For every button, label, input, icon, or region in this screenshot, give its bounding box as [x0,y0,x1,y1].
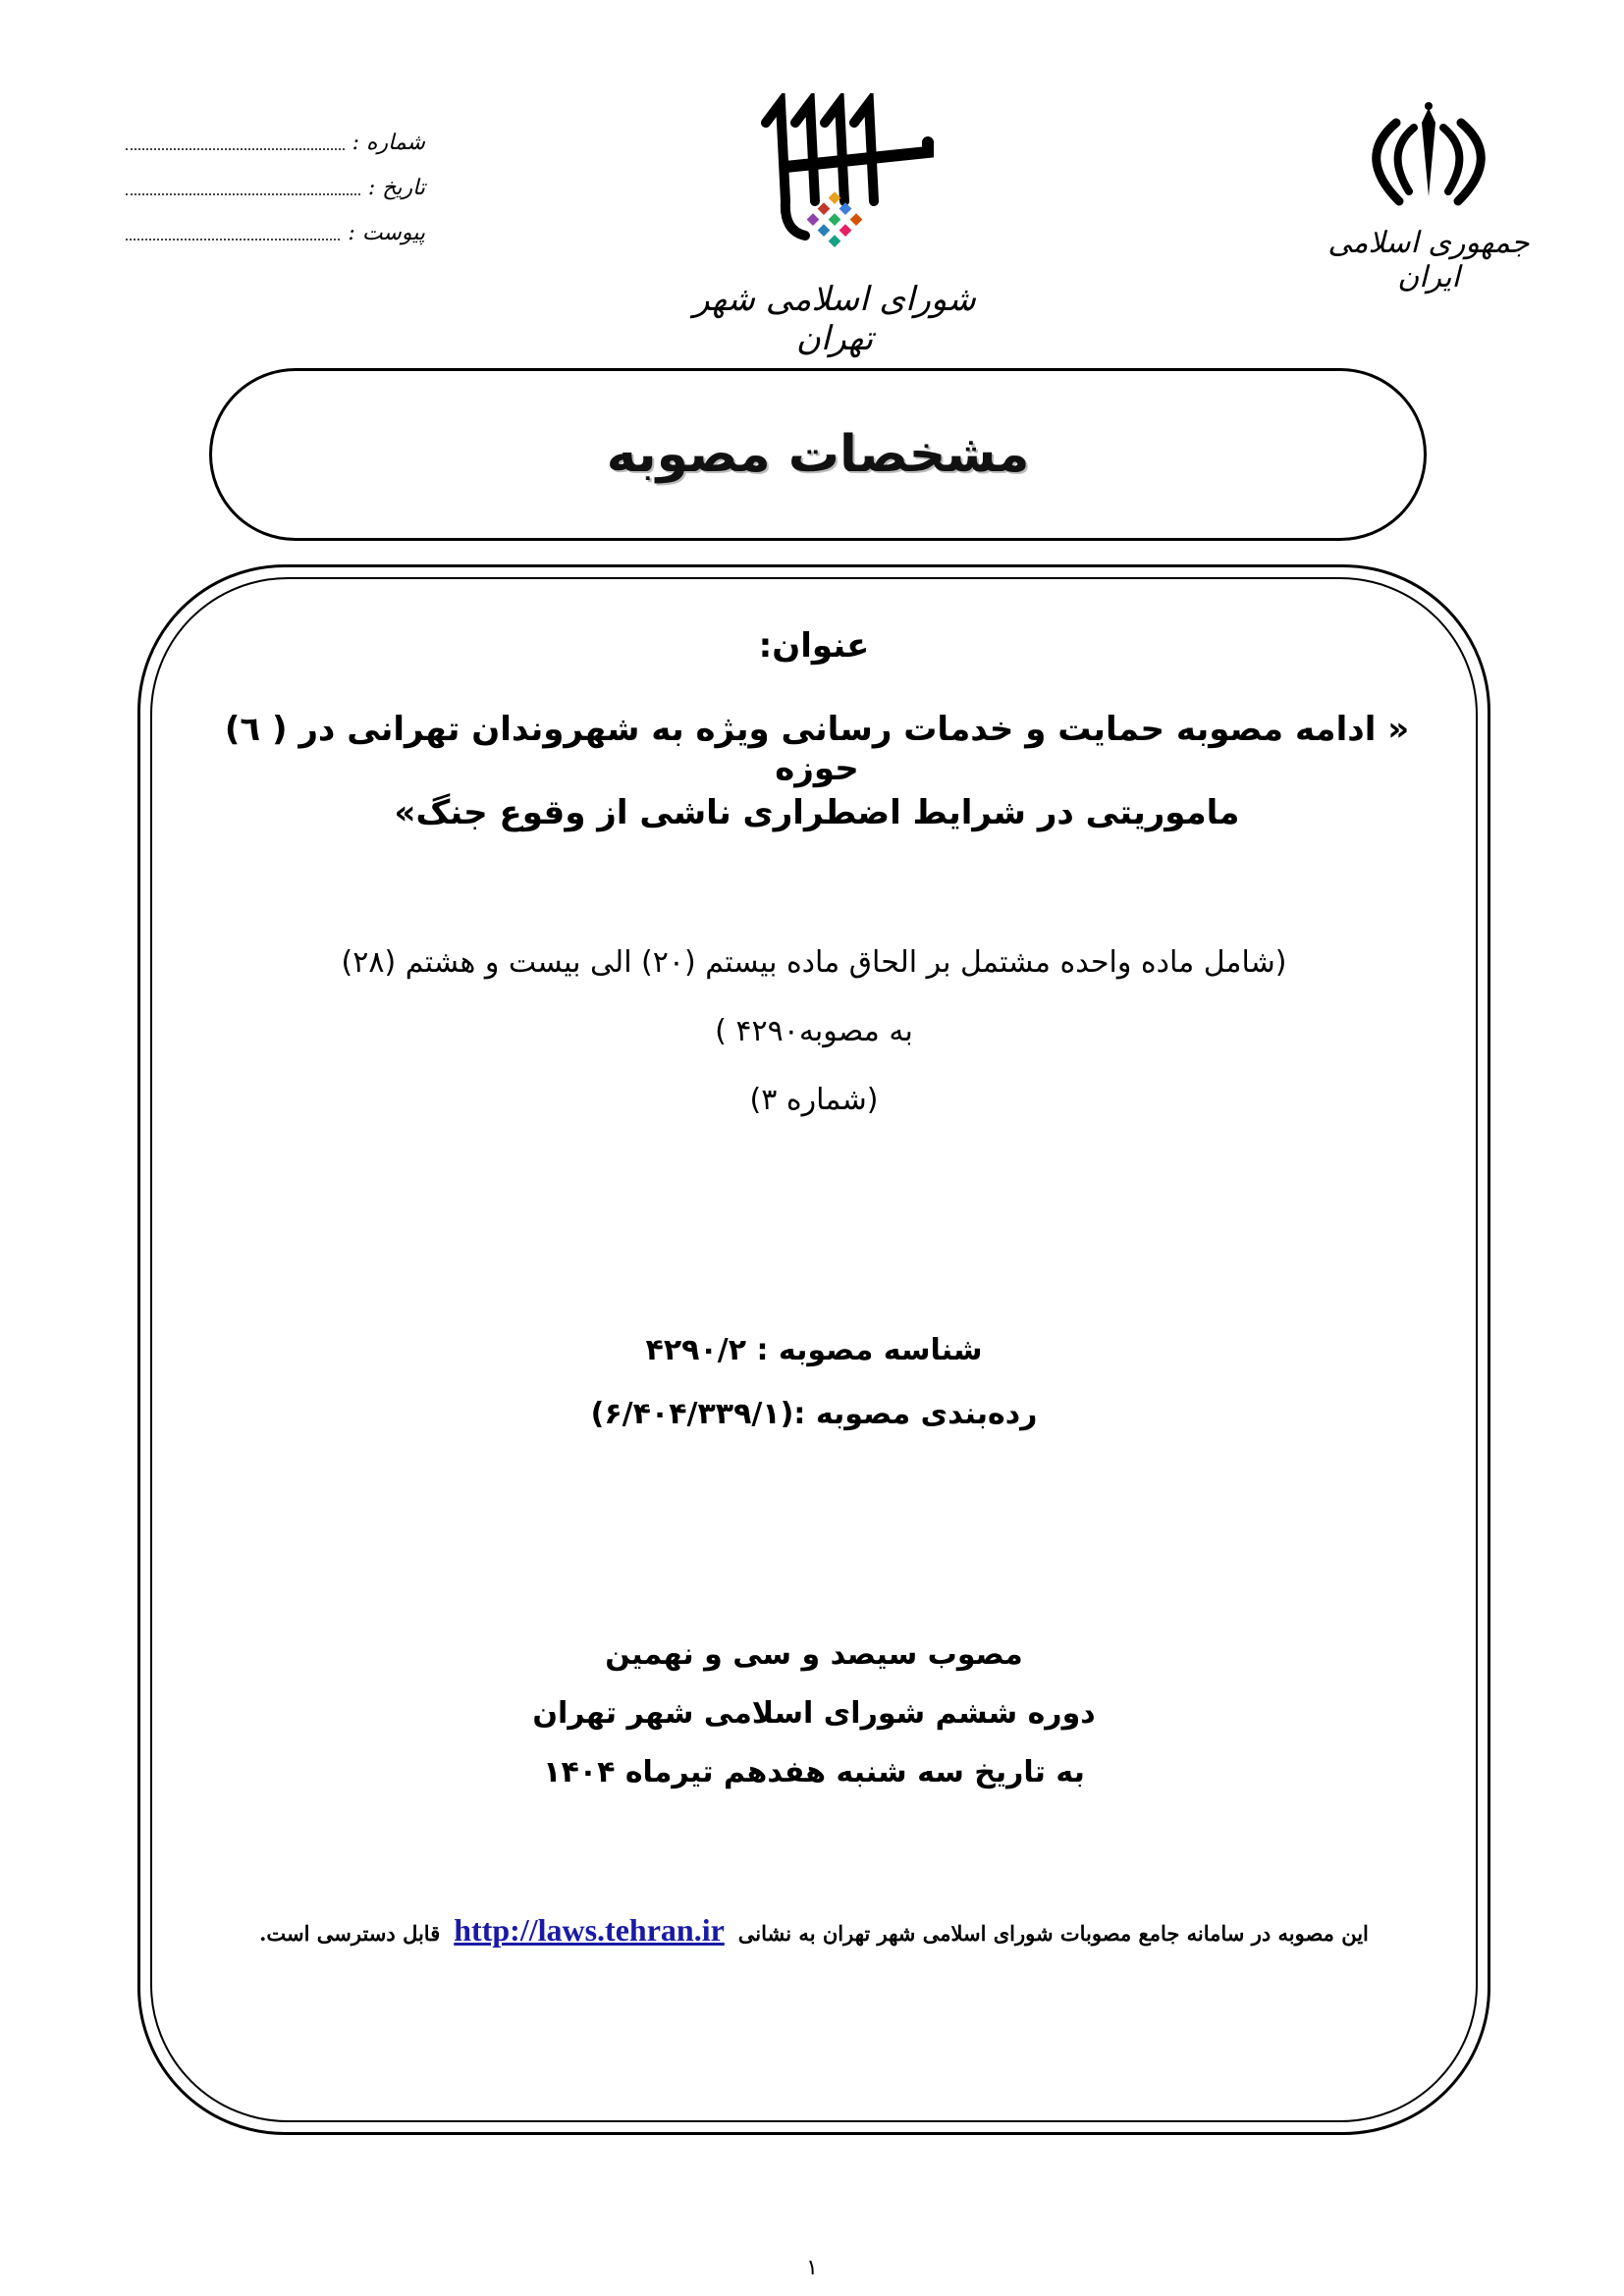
laws-site-link[interactable]: http://laws.tehran.ir [454,1912,725,1948]
footer-note-prefix: این مصوبه در سامانه جامع مصوبات شورای اسلامی شهر تهران به نشانی [737,1921,1369,1946]
approval-line-1: مصوب سیصد و سی و نهمین [605,1637,1023,1672]
approval-line-2: دوره ششم شورای اسلامی شهر تهران [532,1696,1096,1731]
logo-square [839,224,852,237]
footer-note [140,1912,1488,1949]
subject-line-2: ماموریتی در شرایط اضطراری ناشی از وقوع جنگ» [394,793,1240,832]
subject-line-1: « ادامه مصوبه حمایت و خدمات رسانی ویژه به شهروندان تهرانی در ( ٦) حوزه [224,710,1410,788]
footer-note-suffix: قابل دسترسی است. [259,1921,441,1946]
emblem-graphic [1316,98,1542,216]
form-line-number [126,148,345,150]
page-number: ۱ [806,2256,818,2280]
subject-heading: عنوان: [758,626,870,666]
iran-emblem-icon [1316,98,1542,294]
logo-square [829,235,841,247]
council-logo-text: شورای اسلامی شهر تهران [693,280,976,358]
approval-date: به تاریخ سه شنبه هفدهم تیرماه ۱۴۰۴ [543,1755,1085,1789]
form-row-number [126,120,425,165]
resolution-id: شناسه مصوبه : ۴۲۹۰/۲ [645,1333,983,1367]
form-fields [126,120,425,255]
form-row-date [126,165,425,210]
form-line-date [126,193,360,195]
logo-square [829,191,841,204]
tehran-council-logo-icon [687,93,982,358]
logo-square [818,224,831,237]
resolution-classification: رده‌بندی مصوبه :(۶/۴۰۴/۳۳۹/۱) [590,1397,1038,1431]
logo-square [818,202,831,215]
logo-square [807,213,820,226]
country-name: جمهوری اسلامی ایران [1327,226,1530,294]
council-logo-graphic [687,93,982,290]
title-banner [209,368,1427,541]
page-title: مشخصات مصوبه [606,425,1030,484]
scope-line-3: (شماره ۳) [749,1083,879,1117]
form-line-attachment [126,239,340,240]
form-label-number: شماره : [352,130,425,155]
form-row-attachment [126,210,425,255]
scope-line-2: به مصوبه۴۲۹۰ ) [715,1014,913,1048]
logo-square [829,213,841,226]
main-frame [137,564,1490,2135]
scope-line-1: (شامل ماده واحده مشتمل بر الحاق ماده بیستم (۲۰) الی بیست و هشتم (۲۸) [341,945,1287,980]
form-label-attachment: پیوست : [348,220,425,245]
form-label-date: تاریخ : [367,175,425,200]
logo-square [850,213,863,226]
